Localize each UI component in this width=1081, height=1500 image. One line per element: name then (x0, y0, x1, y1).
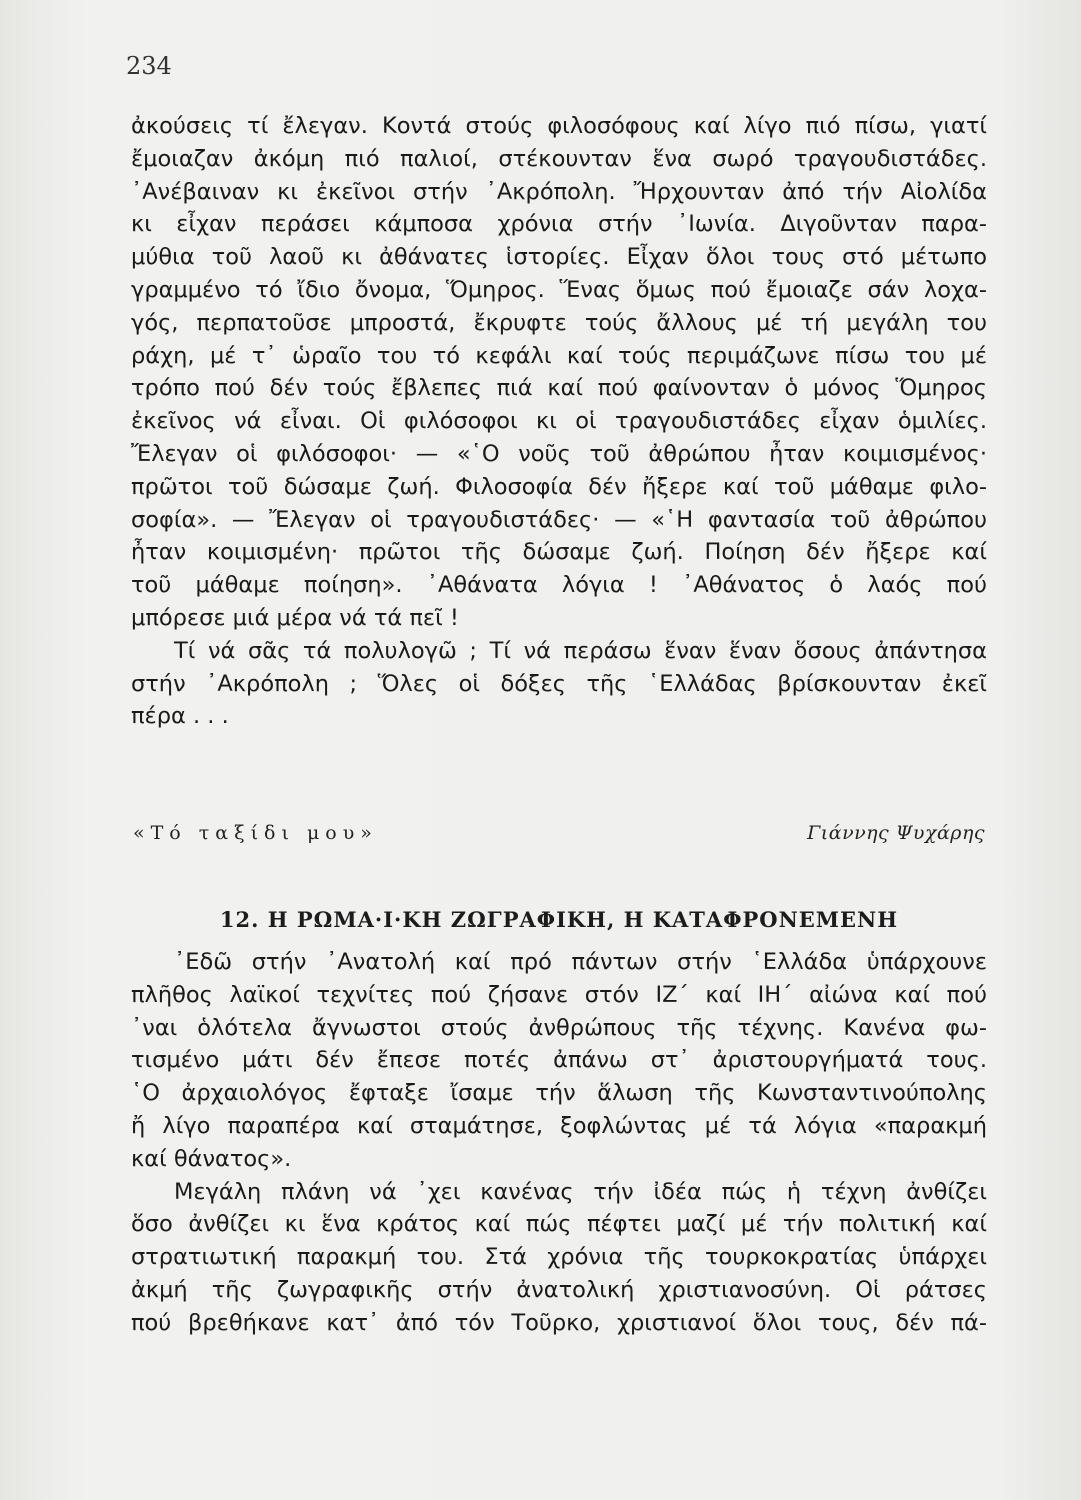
text-line: ἀκούσεις τί ἔλεγαν. Κοντά στούς φιλοσόφους καί λίγο πιό πίσω, γιατί (131, 113, 987, 139)
text-line: ᾿Εδῶ στήν ᾿Ανατολή καί πρό πάντων στήν ῾Ελλάδα ὑπάρχουνε (174, 949, 987, 975)
text-line: στρατιωτική παρακμή του. Στά χρόνια τῆς τουρκοκρατίας ὑπάρχει (131, 1244, 987, 1271)
body-text-top (131, 110, 987, 733)
text-line: τρόπο πού δέν τούς ἔβλεπες πιά καί πού φαίνονταν ὁ μόνος Ὅμηρος (131, 375, 987, 402)
body-text-bottom (131, 946, 987, 1340)
text-line: μύθια τοῦ λαοῦ κι ἀθάνατες ἱστορίες. Εἶχαν ὅλοι τους στό μέτωπο (131, 244, 987, 271)
paragraph (131, 946, 987, 1176)
text-line: καί θάνατος». (131, 1145, 292, 1172)
text-line: ῾Ο ἀρχαιολόγος ἔφταξε ἴσαμε τήν ἅλωση τῆς Κωνσταντινούπολης (131, 1080, 987, 1107)
text-line: Μεγάλη πλάνη νά ᾿χει κανένας τήν ἰδέα πώς ἡ τέχνη ἀνθίζει (174, 1178, 987, 1205)
text-line: τοῦ μάθαμε ποίηση». ᾿Αθάνατα λόγια ! ᾿Αθάνατος ὁ λαός πού (131, 572, 987, 599)
text-line: ἔμοιαζαν ἀκόμη πιό παλιοί, στέκουνταν ἕνα σωρό τραγουδιστάδες. (131, 145, 987, 172)
source-author: Γιάννης Ψυχάρης (807, 822, 985, 844)
source-citation (133, 818, 985, 848)
source-title: «Τό ταξίδι μου» (133, 822, 378, 844)
text-line: ᾿Ανέβαιναν κι ἐκεῖνοι στήν ᾿Ακρόπολη. Ἤρχουνταν ἀπό τήν Αἰολίδα (131, 178, 987, 205)
text-line: πλῆθος λαϊκοί τεχνίτες πού ζήσανε στόν ΙΖ΄ καί ΙΗ΄ αἰώνα καί πού (131, 981, 987, 1008)
text-line: ράχη, μέ τ᾿ ὡραῖο του τό κεφάλι καί τούς περιμάζωνε πίσω του μέ (131, 342, 987, 369)
text-line: σοφία». — Ἔλεγαν οἱ τραγουδιστάδες· — «῾Η φαντασία τοῦ ἀθρώπου (131, 506, 987, 533)
text-line: πού βρεθήκανε κατ᾿ ἀπό τόν Τοῦρκο, χριστιανοί ὅλοι τους, δέν πά- (131, 1309, 987, 1336)
paragraph (131, 635, 987, 733)
text-line: μπόρεσε μιά μέρα νά τά πεῖ ! (131, 604, 459, 631)
text-line: γός, περπατοῦσε μπροστά, ἔκρυφτε τούς ἄλλους μέ τή μεγάλη του (131, 309, 987, 336)
text-line: πέρα . . . (131, 703, 229, 730)
text-line: στήν ᾿Ακρόπολη ; Ὅλες οἱ δόξες τῆς ῾Ελλάδας βρίσκουνταν ἐκεῖ (131, 670, 987, 697)
text-line: ἀκμή τῆς ζωγραφικῆς στήν ἀνατολική χριστιανοσύνη. Οἱ ράτσες (131, 1276, 987, 1303)
text-line: κι εἶχαν περάσει κάμποσα χρόνια στήν ᾿Ιωνία. Διγοῦνταν παρα- (131, 211, 987, 238)
text-line: ὅσο ἀνθίζει κι ἕνα κράτος καί πώς πέφτει μαζί μέ τήν πολιτική καί (131, 1211, 987, 1238)
section-heading: 12. Η ΡΩΜΑ·Ι·ΚΗ ΖΩΓΡΑΦΙΚΗ, Η ΚΑΤΑΦΡΟΝΕΜΕΝΗ (219, 907, 899, 932)
text-line: ᾿ναι ὁλότελα ἄγνωστοι στούς ἀνθρώπους τῆς τέχνης. Κανένα φω- (131, 1014, 987, 1041)
page-number: 234 (126, 52, 172, 80)
text-line: τισμένο μάτι δέν ἔπεσε ποτές ἀπάνω στ᾿ ἀριστουργήματά τους. (131, 1047, 987, 1074)
text-line: γραμμένο τό ἴδιο ὄνομα, Ὅμηρος. Ἕνας ὅμως πού ἔμοιαζε σάν λοχα- (131, 276, 987, 303)
text-line: ἦταν κοιμισμένη· πρῶτοι τῆς δώσαμε ζωή. Ποίηση δέν ἤξερε καί (131, 539, 987, 566)
paragraph (131, 110, 987, 635)
text-line: ἐκεῖνος νά εἶναι. Οἱ φιλόσοφοι κι οἱ τραγουδιστάδες εἶχαν ὁμιλίες. (131, 408, 987, 435)
text-line: Ἔλεγαν οἱ φιλόσοφοι· — «῾Ο νοῦς τοῦ ἀθρώπου ἦταν κοιμισμένος· (131, 440, 987, 467)
text-line: πρῶτοι τοῦ δώσαμε ζωή. Φιλοσοφία δέν ἤξερε καί τοῦ μάθαμε φιλο- (131, 473, 987, 500)
paragraph (131, 1176, 987, 1340)
text-line: Τί νά σᾶς τά πολυλογῶ ; Τί νά περάσω ἕναν ἕναν ὅσους ἀπάντησα (174, 637, 987, 664)
text-line: ἤ λίγο παραπέρα καί σταμάτησε, ξοφλώντας μέ τά λόγια «παρακμή (131, 1112, 987, 1139)
